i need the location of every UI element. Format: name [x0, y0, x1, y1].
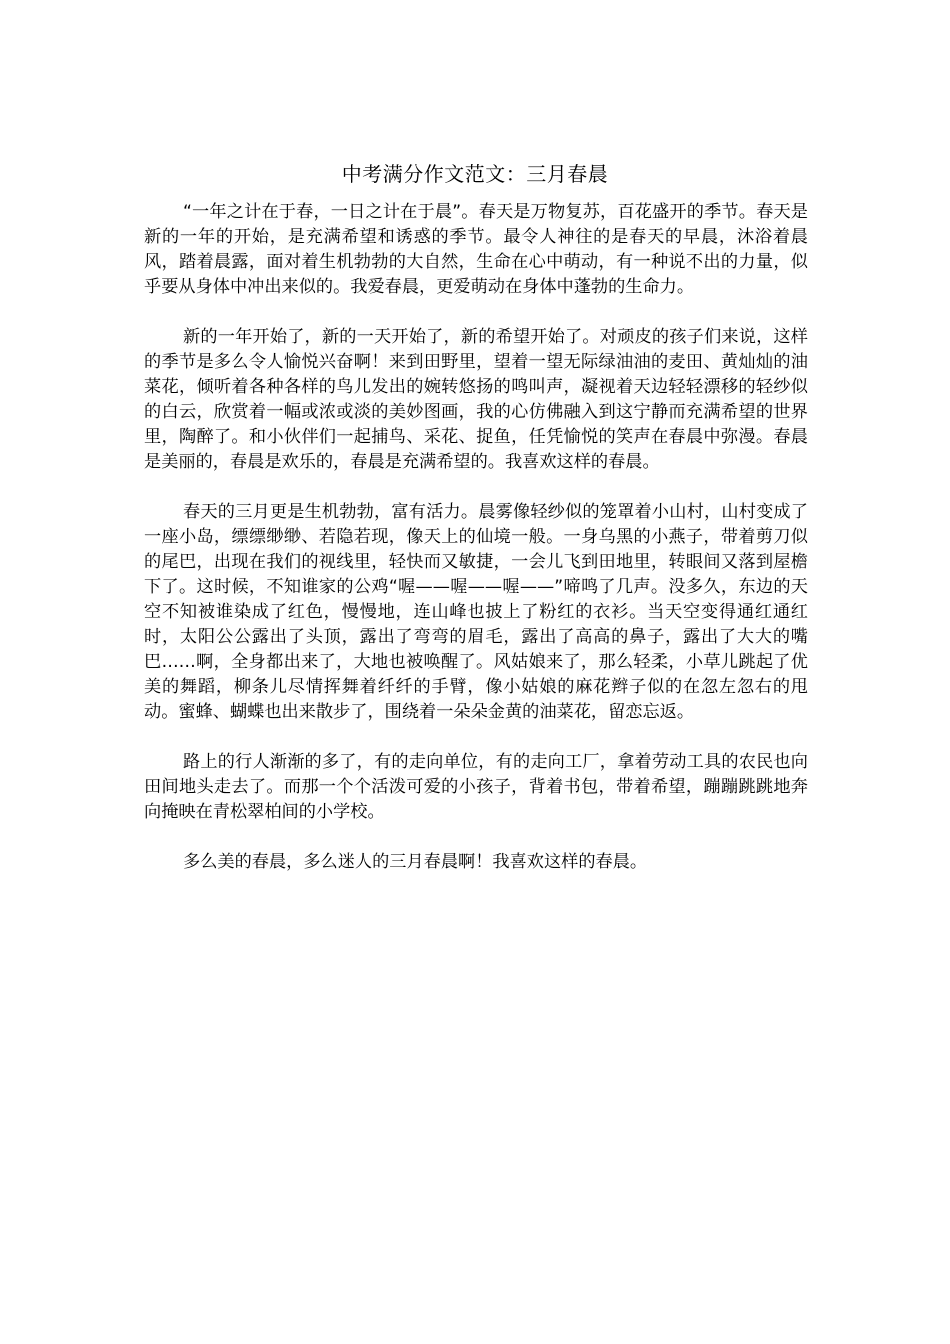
- essay-paragraph-4: 路上的行人渐渐的多了，有的走向单位，有的走向工厂，拿着劳动工具的农民也向田间地头走去了。而那一个个活泼可爱的小孩子，背着书包，带着希望，蹦蹦跳跳地奔向掩映在青松翠柏间的小学校。: [144, 752, 808, 822]
- essay-paragraph-1: “一年之计在于春，一日之计在于晨”。春天是万物复苏，百花盛开的季节。春天是新的一年的开始，是充满希望和诱惑的季节。最令人神往的是春天的早晨，沐浴着晨风，踏着晨露，面对着生机勃勃的大自然，生命在心中萌动，有一种说不出的力量，似乎要从身体中冲出来似的。我爱春晨，更爱萌动在身体中蓬勃的生命力。: [144, 202, 808, 297]
- essay-paragraph-5: 多么美的春晨，多么迷人的三月春晨啊！我喜欢这样的春晨。: [183, 852, 648, 872]
- document-title: 中考满分作文范文：三月春晨: [341, 162, 609, 186]
- essay-body: [144, 200, 808, 900]
- essay-paragraph-2: 新的一年开始了，新的一天开始了，新的希望开始了。对顽皮的孩子们来说，这样的季节是多么令人愉悦兴奋啊！来到田野里，望着一望无际绿油油的麦田、黄灿灿的油菜花，倾听着各种各样的鸟儿发出的婉转悠扬的鸣叫声，凝视着天边轻轻漂移的轻纱似的白云，欣赏着一幅或浓或淡的美妙图画，我的心仿佛融入到这宁静而充满希望的世界里，陶醉了。和小伙伴们一起捕鸟、采花、捉鱼，任凭愉悦的笑声在春晨中弥漫。春晨是美丽的，春晨是欢乐的，春晨是充满希望的。我喜欢这样的春晨。: [144, 327, 808, 472]
- essay-paragraph-3: 春天的三月更是生机勃勃，富有活力。晨雾像轻纱似的笼罩着小山村，山村变成了一座小岛，缥缥缈缈、若隐若现，像天上的仙境一般。一身乌黑的小燕子，带着剪刀似的尾巴，出现在我们的视线里，轻快而又敏捷，一会儿飞到田地里，转眼间又落到屋檐下了。这时候，不知谁家的公鸡“喔——喔——喔——”啼鸣了几声。没多久，东边的天空不知被谁染成了红色，慢慢地，连山峰也披上了粉红的衣衫。当天空变得通红通红时，太阳公公露出了头顶，露出了弯弯的眉毛，露出了高高的鼻子，露出了大大的嘴巴……啊，全身都出来了，大地也被唤醒了。风姑娘来了，那么轻柔，小草儿跳起了优美的舞蹈，柳条儿尽情挥舞着纤纤的手臂，像小姑娘的麻花辫子似的在忽左忽右的甩动。蜜蜂、蝴蝶也出来散步了，围绕着一朵朵金黄的油菜花，留恋忘返。: [144, 502, 808, 722]
